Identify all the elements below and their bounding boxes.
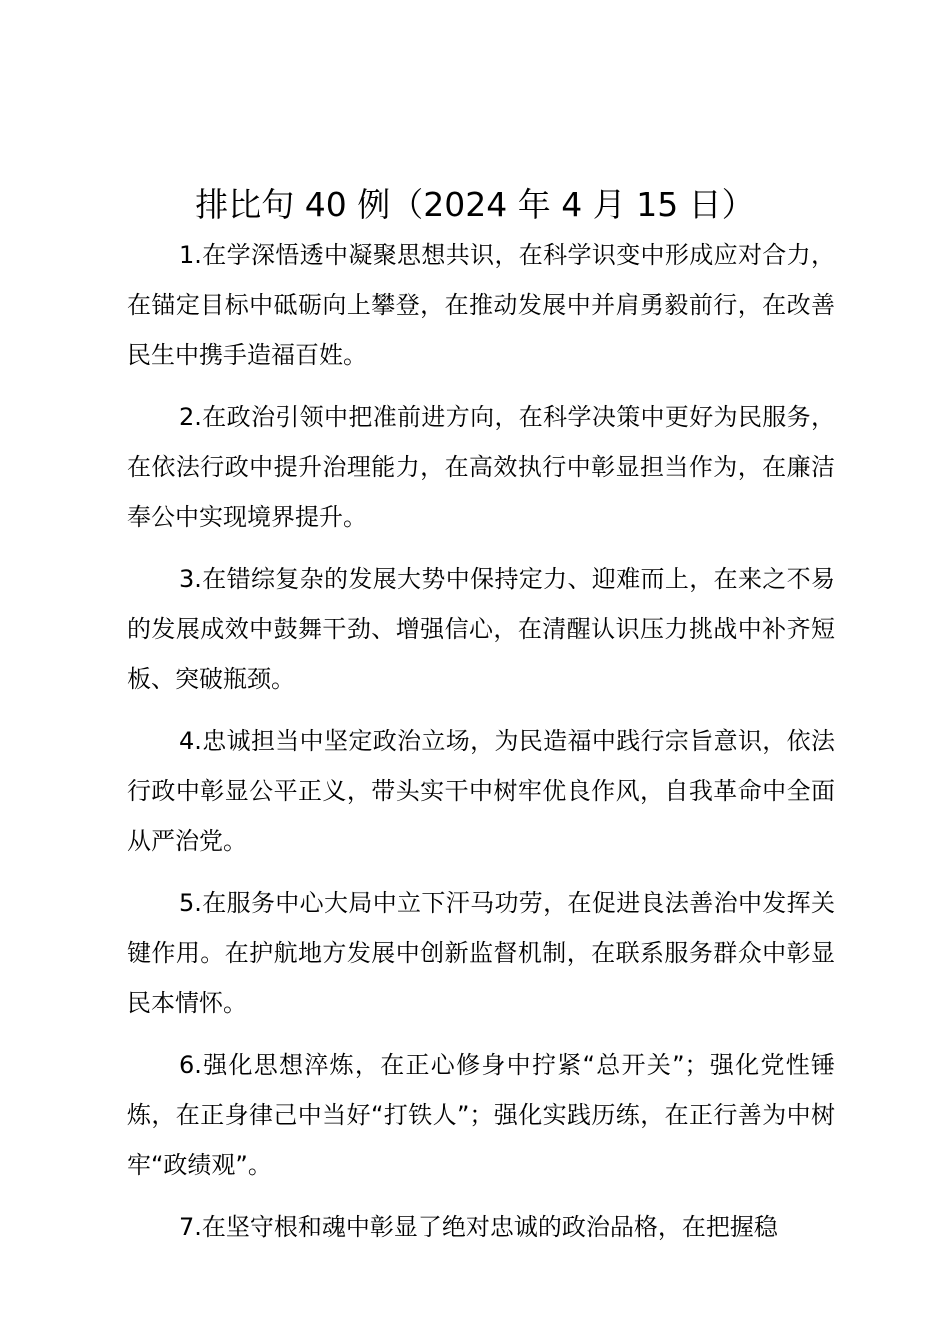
- paragraph-3: 3.在错综复杂的发展大势中保持定力、迎难而上，在来之不易的发展成效中鼓舞干劲、增强信心，在清醒认识压力挑战中补齐短板、突破瓶颈。: [127, 565, 835, 693]
- document-body: [127, 230, 835, 1264]
- paragraph-1: 1.在学深悟透中凝聚思想共识，在科学识变中形成应对合力，在锚定目标中砥砺向上攀登，在推动发展中并肩勇毅前行，在改善民生中携手造福百姓。: [127, 241, 835, 369]
- paragraph-7: 7.在坚守根和魂中彰显了绝对忠诚的政治品格，在把握稳: [179, 1213, 778, 1241]
- paragraph-2: 2.在政治引领中把准前进方向，在科学决策中更好为民服务，在依法行政中提升治理能力，在高效执行中彰显担当作为，在廉洁奉公中实现境界提升。: [127, 403, 835, 531]
- paragraph-4: 4.忠诚担当中坚定政治立场，为民造福中践行宗旨意识，依法行政中彰显公平正义，带头实干中树牢优良作风，自我革命中全面从严治党。: [127, 727, 835, 855]
- paragraph-5: 5.在服务中心大局中立下汗马功劳，在促进良法善治中发挥关键作用。在护航地方发展中创新监督机制，在联系服务群众中彰显民本情怀。: [127, 889, 835, 1017]
- paragraph-6: 6.强化思想淬炼，在正心修身中拧紧“总开关”；强化党性锤炼，在正身律己中当好“打铁人”；强化实践历练，在正行善为中树牢“政绩观”。: [127, 1051, 835, 1179]
- document-title: 排比句 40 例（2024 年 4 月 15 日）: [195, 185, 755, 224]
